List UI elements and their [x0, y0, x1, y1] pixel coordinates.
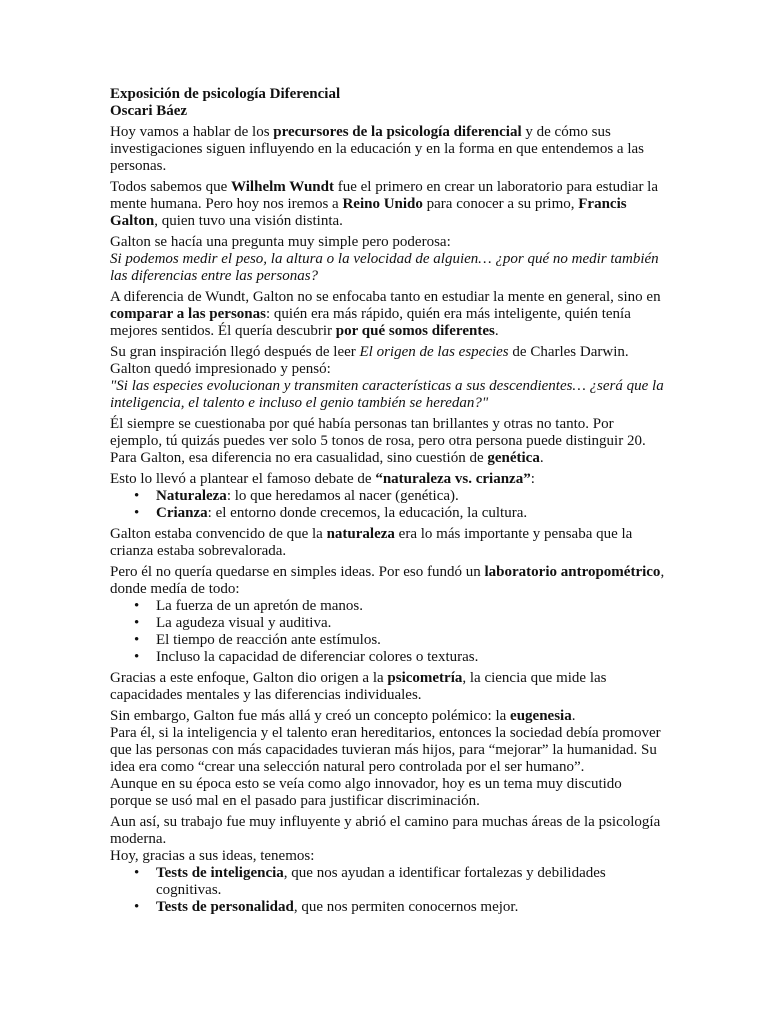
list-item: • Naturaleza: lo que heredamos al nacer (genética).: [156, 488, 665, 505]
paragraph-debate: Esto lo llevó a plantear el famoso debate de “naturaleza vs. crianza”:: [110, 471, 535, 487]
document-title: Exposición de psicología Diferencial: [110, 86, 341, 102]
paragraph-wundt: Todos sabemos que Wilhelm Wundt fue el primero en crear un laboratorio para estudiar la mente humana. Pero hoy nos iremos a Reino Unido para conocer a su primo, Francis Galton, quien tuvo una visión distinta.: [110, 179, 659, 229]
document-page: [110, 86, 665, 920]
document-author: Oscari Báez: [110, 103, 188, 119]
eugenics-line-3: Aunque en su época esto se veía como algo innovador, hoy es un tema muy discutido porque se usó mal en el pasado para justificar discriminación.: [110, 776, 622, 809]
darwin-line: Su gran inspiración llegó después de leer El origen de las especies de Charles Darwin.: [110, 344, 629, 360]
question-italic: Si podemos medir el peso, la altura o la velocidad de alguien… ¿por qué no medir también las diferencias entre las personas?: [110, 251, 659, 284]
legacy-line-2: Hoy, gracias a sus ideas, tenemos:: [110, 848, 315, 864]
paragraph-comparison: A diferencia de Wundt, Galton no se enfocaba tanto en estudiar la mente en general, sino en comparar a las personas: quién era más rápido, quién era más inteligente, quién tenía mejores sentidos. Él quería descubrir por qué somos diferentes.: [110, 289, 661, 339]
paragraph-genetics: Él siempre se cuestionaba por qué había personas tan brillantes y otras no tanto. Por ejemplo, tú quizás puedes ver solo 5 tonos de rosa, pero otra persona puede distinguir 20. Para Galton, esa diferencia no era casualidad, sino cuestión de genética.: [110, 416, 646, 466]
paragraph-psychometrics: Gracias a este enfoque, Galton dio origen a la psicometría, la ciencia que mide las capacidades mentales y las diferencias individuales.: [110, 670, 607, 703]
paragraph-laboratory: Pero él no quería quedarse en simples ideas. Por eso fundó un laboratorio antropométrico, donde medía de todo:: [110, 564, 665, 597]
list-tests: [110, 865, 665, 916]
eugenics-line-2: Para él, si la inteligencia y el talento eran hereditarios, entonces la sociedad debía promover que las personas con más capacidades tuvieran más hijos, para “mejorar” la humanidad. Su idea era como “crear una selección natural pero controlada por el ser humano”.: [110, 725, 661, 775]
eugenics-line: Sin embargo, Galton fue más allá y creó un concepto polémico: la eugenesia.: [110, 708, 576, 724]
legacy-line: Aun así, su trabajo fue muy influyente y abrió el camino para muchas áreas de la psicología moderna.: [110, 814, 661, 847]
paragraph-legacy: [110, 814, 665, 865]
darwin-line-2: Galton quedó impresionado y pensó:: [110, 361, 331, 377]
list-item: • Crianza: el entorno donde crecemos, la educación, la cultura.: [156, 505, 665, 522]
list-measurements: [110, 598, 665, 666]
paragraph-intro: Hoy vamos a hablar de los precursores de la psicología diferencial y de cómo sus investigaciones siguen influyendo en la educación y en la forma en que entendemos a las personas.: [110, 124, 644, 174]
paragraph-nature: Galton estaba convencido de que la naturaleza era lo más importante y pensaba que la crianza estaba sobrevalorada.: [110, 526, 633, 559]
list-item: • La fuerza de un apretón de manos.: [156, 598, 665, 615]
paragraph-eugenics: [110, 708, 665, 810]
list-item: • Tests de inteligencia, que nos ayudan a identificar fortalezas y debilidades cognitivas.: [156, 865, 665, 899]
question-intro: Galton se hacía una pregunta muy simple pero poderosa:: [110, 234, 451, 250]
list-item: • Incluso la capacidad de diferenciar colores o texturas.: [156, 649, 665, 666]
paragraph-question: [110, 234, 665, 285]
list-item: • Tests de personalidad, que nos permiten conocernos mejor.: [156, 899, 665, 916]
list-item: • El tiempo de reacción ante estímulos.: [156, 632, 665, 649]
list-item: • La agudeza visual y auditiva.: [156, 615, 665, 632]
paragraph-darwin: [110, 344, 665, 412]
list-nature-nurture: [110, 488, 665, 522]
darwin-quote: "Si las especies evolucionan y transmiten características a sus descendientes… ¿será que la inteligencia, el talento e incluso el genio también se heredan?": [110, 378, 664, 411]
